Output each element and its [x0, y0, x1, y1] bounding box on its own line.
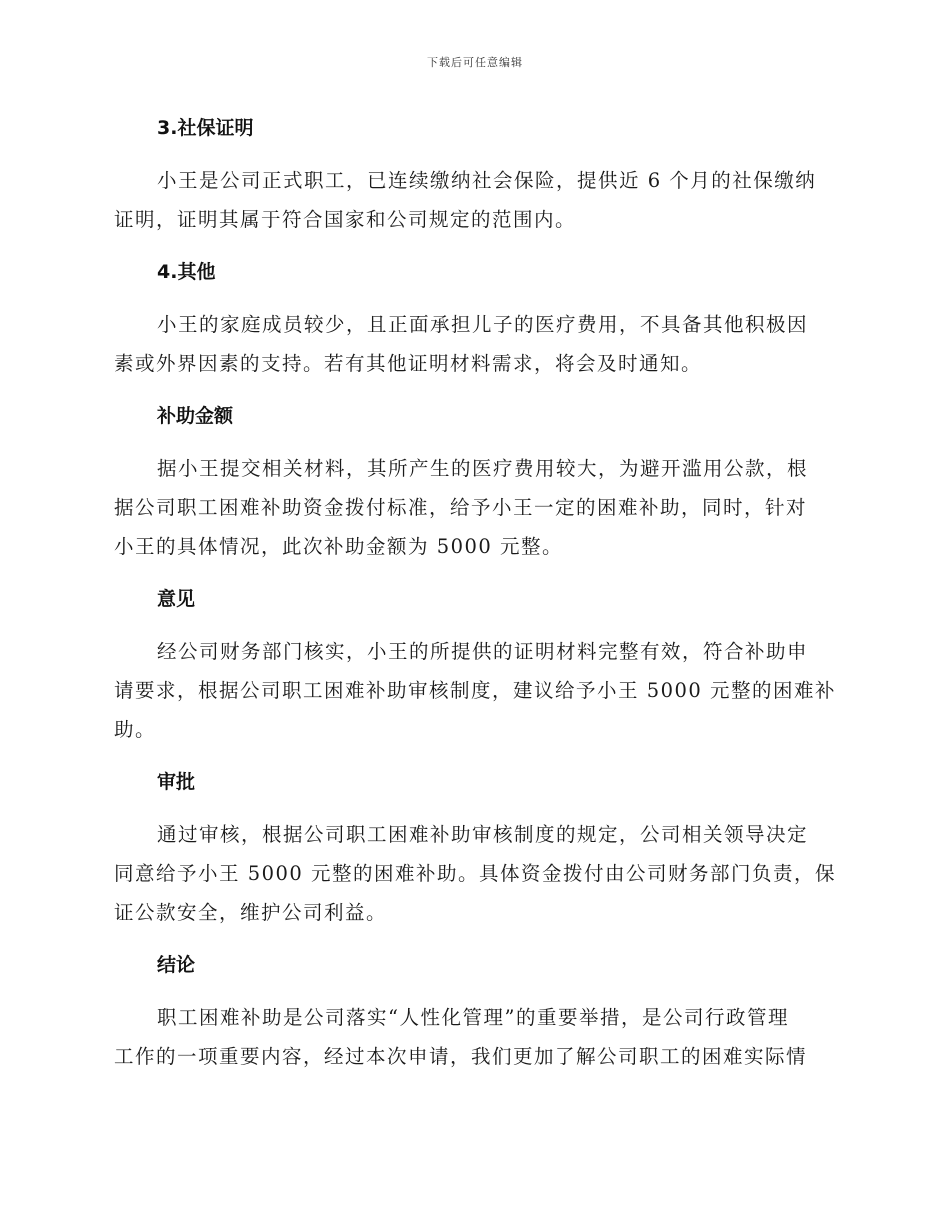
section-heading-other: 4.其他	[157, 261, 216, 283]
paragraph-line: 素或外界因素的支持。若有其他证明材料需求，将会及时通知。	[114, 352, 703, 375]
paragraph-line: 职工困难补助是公司落实“人性化管理”的重要举措，是公司行政管理	[157, 1006, 789, 1029]
paragraph-line: 小王的家庭成员较少，且正面承担儿子的医疗费用，不具备其他积极因	[157, 313, 809, 336]
section-paragraph-conclusion	[114, 998, 830, 1076]
section-paragraph-approval	[114, 815, 837, 932]
section-heading-conclusion: 结论	[157, 954, 196, 976]
paragraph-line: 据公司职工困难补助资金拨付标准，给予小王一定的困难补助，同时，针对	[114, 496, 808, 519]
section-heading-opinion: 意见	[157, 588, 196, 610]
page-header: 下载后可任意编辑	[427, 56, 523, 69]
section-heading-social-security: 3.社保证明	[157, 117, 254, 139]
section-paragraph-subsidy-amount	[114, 449, 830, 566]
paragraph-line: 小王的具体情况，此次补助金额为 5000 元整。	[114, 535, 564, 558]
paragraph-line: 助。	[114, 718, 157, 741]
paragraph-line: 证公款安全，维护公司利益。	[114, 901, 388, 924]
paragraph-line: 经公司财务部门核实，小王的所提供的证明材料完整有效，符合补助申	[157, 640, 809, 663]
paragraph-line: 请要求，根据公司职工困难补助审核制度，建议给予小王 5000 元整的困难补	[114, 679, 837, 702]
document-body	[114, 110, 837, 1091]
paragraph-line: 工作的一项重要内容，经过本次申请，我们更加了解公司职工的困难实际情	[114, 1045, 808, 1068]
paragraph-line: 小王是公司正式职工，已连续缴纳社会保险，提供近 6 个月的社保缴纳	[157, 169, 817, 192]
paragraph-line: 同意给予小王 5000 元整的困难补助。具体资金拨付由公司财务部门负责，保	[114, 862, 837, 885]
section-paragraph-other	[114, 305, 830, 383]
section-heading-subsidy-amount: 补助金额	[157, 405, 234, 427]
section-heading-approval: 审批	[157, 771, 196, 793]
section-paragraph-social-security	[114, 161, 830, 239]
paragraph-line: 证明，证明其属于符合国家和公司规定的范围内。	[114, 208, 577, 231]
section-paragraph-opinion	[114, 632, 837, 749]
paragraph-line: 通过审核，根据公司职工困难补助审核制度的规定，公司相关领导决定	[157, 823, 809, 846]
paragraph-line: 据小王提交相关材料，其所产生的医疗费用较大，为避开滥用公款，根	[157, 457, 809, 480]
